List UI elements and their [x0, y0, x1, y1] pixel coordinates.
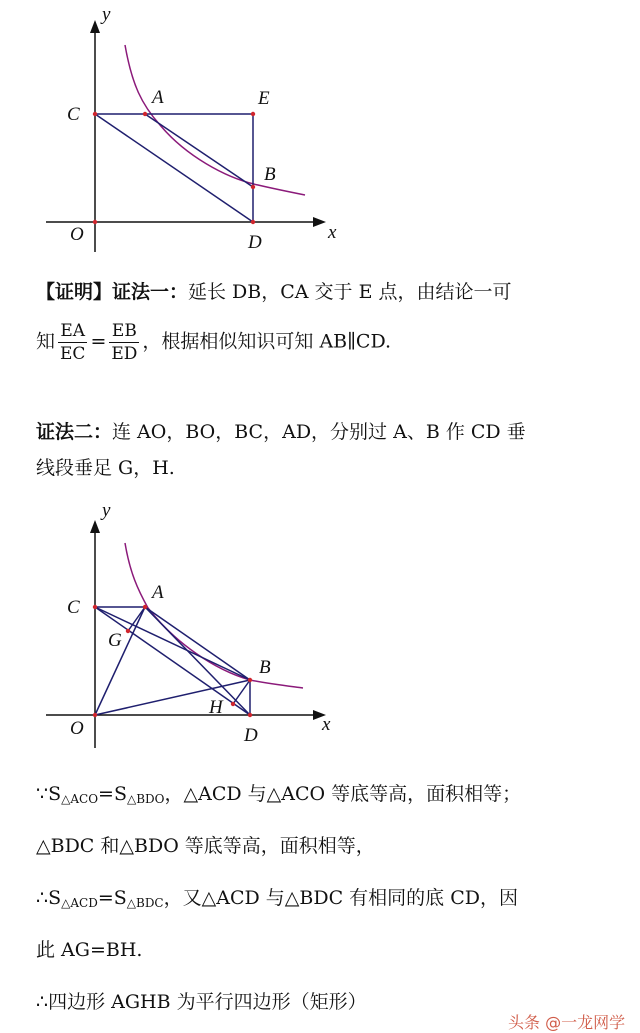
- proof-method-2-text: 连 AO，BO，BC，AD，分别过 A、B 作 CD 垂: [112, 421, 526, 443]
- proof-method-2-line-1: [36, 414, 611, 450]
- x-axis-arrow: [313, 217, 326, 227]
- point-H: [231, 702, 235, 706]
- label-C: C: [67, 597, 80, 618]
- area-equals: =S: [97, 887, 127, 909]
- proof-line-ag-bh: [36, 932, 611, 968]
- point-D: [248, 713, 252, 717]
- figure-1-graph: [0, 0, 640, 265]
- label-x: x: [322, 714, 331, 735]
- proof-method-2-heading: 证法二：: [36, 421, 113, 443]
- label-y: y: [102, 4, 111, 25]
- point-G: [126, 629, 130, 633]
- fraction-denominator: EC: [60, 344, 86, 364]
- label-x: x: [328, 222, 337, 243]
- label-A: A: [152, 87, 164, 108]
- label-O: O: [70, 718, 84, 739]
- point-B: [251, 185, 255, 189]
- point-A: [143, 605, 147, 609]
- proof-heading: 【证明】证法一：: [36, 281, 189, 303]
- area-subscript: △ACD: [61, 896, 98, 910]
- proof-method-2-line-2: [36, 450, 611, 486]
- area-symbol: S: [48, 887, 62, 909]
- label-D: D: [248, 232, 262, 253]
- label-D: D: [244, 725, 258, 746]
- fraction-denominator: ED: [111, 344, 138, 364]
- hyperbola-curve: [125, 45, 305, 195]
- label-C: C: [67, 104, 80, 125]
- segment-CD: [95, 607, 250, 715]
- equals-sign: =: [90, 330, 107, 353]
- proof-text: ，△ACD 与△ACO 等底等高，面积相等；: [164, 783, 522, 805]
- fraction-numerator: EB: [109, 320, 139, 343]
- label-A: A: [152, 582, 164, 603]
- proof-method-1-line-2: [36, 320, 611, 365]
- proof-method-1-prefix: 知: [36, 330, 56, 353]
- y-axis-arrow: [90, 520, 100, 533]
- proof-line-area-equal: [36, 776, 611, 817]
- label-B: B: [264, 164, 276, 185]
- because-symbol: ∵: [36, 783, 49, 805]
- figure-2-graph: [0, 498, 640, 760]
- proof-line-bdc-bdo: [36, 828, 611, 864]
- proof-text: 此 AG=BH.: [36, 939, 143, 961]
- point-A: [143, 112, 147, 116]
- segment-AO: [95, 607, 145, 715]
- area-symbol: S: [48, 783, 62, 805]
- segment-AB: [145, 607, 250, 680]
- label-E: E: [258, 88, 270, 109]
- point-O: [93, 713, 97, 717]
- segment-AG: [128, 607, 145, 631]
- proof-text: △BDC 和△BDO 等底等高，面积相等，: [36, 835, 375, 857]
- proof-method-2-text-2: 线段垂足 G，H.: [36, 457, 175, 479]
- label-y: y: [102, 500, 111, 521]
- point-C: [93, 112, 97, 116]
- point-B: [248, 678, 252, 682]
- proof-line-therefore-area: [36, 880, 611, 921]
- fraction-EB-ED: [109, 320, 139, 365]
- proof-method-1-text: 延长 DB，CA 交于 E 点，由结论一可: [188, 281, 512, 303]
- y-axis-arrow: [90, 20, 100, 33]
- segment-BO: [95, 680, 250, 715]
- point-E: [251, 112, 255, 116]
- segment-AD: [145, 607, 250, 715]
- proof-text: 四边形 AGHB 为平行四边形（矩形）: [48, 991, 367, 1013]
- label-H: H: [209, 697, 223, 718]
- point-O: [93, 220, 97, 224]
- proof-method-1-line-1: [36, 274, 611, 310]
- hyperbola-curve: [125, 543, 303, 688]
- area-equals: =S: [98, 783, 127, 805]
- therefore-symbol: ∴: [36, 887, 49, 909]
- proof-text: ，又△ACD 与△BDC 有相同的底 CD，因: [163, 887, 518, 909]
- proof-method-1-conclusion: ，根据相似知识可知 AB∥CD.: [142, 330, 392, 353]
- fraction-EA-EC: [58, 320, 87, 365]
- label-B: B: [259, 657, 271, 678]
- area-subscript: △BDC: [126, 896, 164, 910]
- area-subscript: △BDO: [126, 792, 165, 806]
- label-O: O: [70, 224, 84, 245]
- area-subscript: △ACO: [61, 792, 99, 806]
- fraction-numerator: EA: [58, 320, 87, 343]
- label-G: G: [108, 630, 122, 651]
- segment-CD: [95, 114, 253, 222]
- point-C: [93, 605, 97, 609]
- watermark: 头条 @一龙网学: [508, 1013, 626, 1032]
- therefore-symbol: ∴: [36, 991, 49, 1013]
- point-D: [251, 220, 255, 224]
- segment-AB: [145, 114, 253, 187]
